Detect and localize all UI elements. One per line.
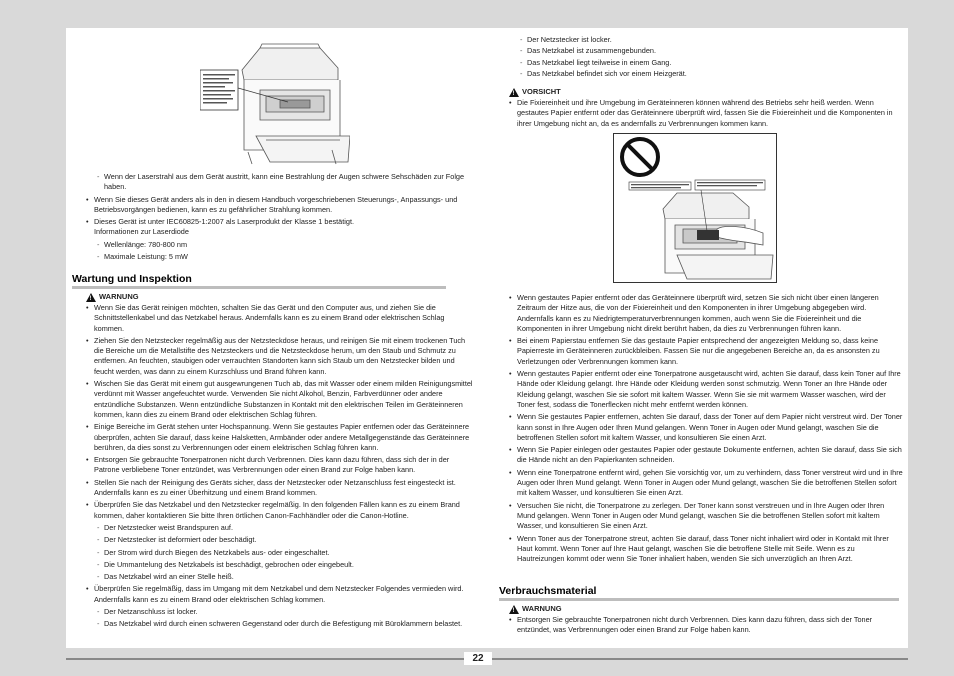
list-item: • Wischen Sie das Gerät mit einem gut ausgewrungenen Tuch ab, das mit Wasser oder einem milden Reinigungsmittel verdünnt mit Wasser angefeuchtet wurde. Verwenden Sie nicht Alkohol, Benzin, Farbverdünner oder andere entzündliche Substanzen. Wenn entzündliche Substanzen in Kontakt mit den elektrischen Teilen im Geräteinneren kommen, kann dies zu einem Brand oder elektrischen Schlag führen. — [80, 379, 476, 420]
list-item: • Entsorgen Sie gebrauchte Tonerpatronen nicht durch Verbrennen. Dies kann dazu führen, dass sich der Toner entzündet, was Verbrennungen oder einen Brand zur Folge haben kann. — [503, 615, 903, 636]
printer-laser-illustration — [200, 40, 350, 166]
list-item: • Stellen Sie nach der Reinigung des Geräts sicher, dass der Netzstecker oder Netzanschluss fest eingesteckt ist. Andernfalls kann es zu einer Überhitzung und einem Brand kommen. — [80, 478, 476, 499]
list-item: Informationen zur Laserdiode — [94, 227, 189, 237]
list-item: - Das Netzkabel wird an einer Stelle heiß. — [80, 572, 476, 582]
page-number: 22 — [464, 652, 492, 665]
list-item: - Der Netzstecker ist deformiert oder beschädigt. — [80, 535, 476, 545]
list-item: • Wenn Sie das Gerät reinigen möchten, schalten Sie das Gerät und den Computer aus, und ziehen Sie die Schnittstellenkabel und das Netzkabel heraus. Andernfalls kann es zu einem Brand oder elektrischen Schlag kommen. — [80, 303, 476, 334]
list-item: • Bei einem Papierstau entfernen Sie das gestaute Papier entsprechend der angezeigten Meldung so, dass keine Papierreste im Geräteinneren zurückbleiben. Fassen Sie nur die angegebenen Bereiche an, da es ansonsten zu Verletzungen oder Verbrennungen kommen kann. — [503, 336, 903, 367]
warning-triangle-icon — [509, 605, 519, 614]
list-item: - Maximale Leistung: 5 mW — [80, 252, 476, 262]
warning-triangle-icon — [86, 293, 96, 302]
warning-label: ! WARNUNG — [507, 604, 562, 614]
list-item: - Das Netzkabel befindet sich vor einem Heizgerät. — [503, 69, 903, 79]
list-item: - Das Netzkabel ist zusammengebunden. — [503, 46, 903, 56]
list-item: • Überprüfen Sie regelmäßig, dass im Umgang mit dem Netzkabel und dem Netzstecker Folgendes vermieden wird. Andernfalls kann es zu einem Brand oder elektrischen Schlag kommen. — [80, 584, 476, 605]
caution-label: ! VORSICHT — [507, 87, 561, 97]
list-item: - Wellenlänge: 780-800 nm — [80, 240, 476, 250]
list-item: • Wenn gestautes Papier entfernt oder das Geräteinnere überprüft wird, setzen Sie sich nicht über einen längeren Zeitraum der Hitze aus, die von der Fixiereinheit und den Komponenten in ihrer Umgebung abgegeben wird. Andernfalls kann es zu Niedrigtemperaturverbrennungen kommen, auch wenn Sie die Fixiereinheit und die Komponenten in ihrer Umgebung nicht direkt berührt haben, da dies zu Verbrennungen führen kann. — [503, 293, 903, 334]
section-heading: Verbrauchsmaterial — [499, 585, 899, 601]
list-item: • Überprüfen Sie das Netzkabel und den Netzstecker regelmäßig. In den folgenden Fällen kann es zu einem Brand kommen, daher kontaktieren Sie bitte Ihren örtlichen Canon-Fachhändler oder die Canon-Hotline. — [80, 500, 476, 521]
prohibited-illustration — [613, 133, 777, 283]
list-item: • Versuchen Sie nicht, die Tonerpatrone zu zerlegen. Der Toner kann sonst verstreuen und in Ihre Augen oder Ihren Mund gelangen. Wenn Toner in Augen oder Mund gelangt, waschen Sie die betroffenen Stellen sofort mit kaltem Wasser, und konsultieren Sie einen Arzt. — [503, 501, 903, 532]
section-heading: Wartung und Inspektion — [72, 273, 446, 289]
caution-list — [503, 293, 903, 566]
list-item: • Einige Bereiche im Gerät stehen unter Hochspannung. Wenn Sie gestautes Papier entfernen oder das Geräteinnere überprüfen, achten Sie darauf, dass keine Halsketten, Armbänder oder andere Metallgegenstände das Geräteinnere berühren, da dies sonst zu Verbrennungen oder einem elektrischen Schlag führen kann. — [80, 422, 476, 453]
list-item: • Wenn Sie Papier einlegen oder gestautes Papier oder gestaute Dokumente entfernen, achten Sie darauf, dass Sie sich die Hände nicht an den Papierkanten schneiden. — [503, 445, 903, 466]
warning-list — [80, 303, 476, 632]
list-item: - Das Netzkabel wird durch einen schweren Gegenstand oder durch die Befestigung mit Büroklammern belastet. — [80, 619, 476, 629]
list-item: • Wenn eine Tonerpatrone entfernt wird, gehen Sie vorsichtig vor, um zu verhindern, dass Toner verstreut wird und in Ihre Augen oder Ihren Mund gelangt. Wenn Toner in Augen oder Mund gelangt, waschen Sie die betroffenen Stellen sofort mit kaltem Wasser, und konsultieren Sie einen Arzt. — [503, 468, 903, 499]
list-item: • Dieses Gerät ist unter IEC60825-1:2007 als Laserprodukt der Klasse 1 bestätigt. — [80, 217, 476, 227]
list-item: - Das Netzkabel liegt teilweise in einem Gang. — [503, 58, 903, 68]
list-item: • Wenn Sie dieses Gerät anders als in den in diesem Handbuch vorgeschriebenen Steuerungs-, Anpassungs- und Betriebsvorgängen bedienen, kann es zu gefährlicher Strahlung kommen. — [80, 195, 476, 216]
list-item: - Der Netzanschluss ist locker. — [80, 607, 476, 617]
list-item: - Wenn der Laserstrahl aus dem Gerät austritt, kann eine Bestrahlung der Augen schwere Sehschäden zur Folge haben. — [80, 172, 476, 193]
list-item: • Ziehen Sie den Netzstecker regelmäßig aus der Netzsteckdose heraus, und reinigen Sie mit einem trockenen Tuch die Bereiche um die Metallstifte des Netzsteckers und die Netzsteckdose herum, um den Staub und Schmutz zu entfernen. An feuchten, staubigen oder verrauchten Standorten kann sich Staub um den Netzstecker bilden und feucht werden, was dann zu einem Kurzschluss und Brand führen kann. — [80, 336, 476, 377]
warning-triangle-icon — [509, 88, 519, 97]
list-item: • Die Fixiereinheit und ihre Umgebung im Geräteinneren können während des Betriebs sehr heiß werden. Wenn gestautes Papier entfernt oder das Geräteinnere überprüft wird, fassen Sie die Fixiereinheit und die Komponenten in ihrer Umgebung nicht an, da es andernfalls zu Verbrennungen kommen kann. — [503, 98, 903, 129]
warning-label: ! WARNUNG — [84, 292, 139, 302]
list-item: • Wenn Toner aus der Tonerpatrone streut, achten Sie darauf, dass Toner nicht inhaliert wird oder in Kontakt mit Ihrer Haut kommt. Wenn Toner auf Ihre Haut gelangt, waschen Sie die betroffene Stelle mit Seife. Wenn es zu Hautreizungen kommt oder wenn Sie Toner inhaliert haben, wenden Sie sich unverzüglich an Ihren Arzt. — [503, 534, 903, 565]
list-item: • Entsorgen Sie gebrauchte Tonerpatronen nicht durch Verbrennen. Dies kann dazu führen, dass sich der in der Patrone verbliebene Toner entzündet, was Verbrennungen oder einen Brand zur Folge haben kann. — [80, 455, 476, 476]
list-item: - Die Ummantelung des Netzkabels ist beschädigt, gebrochen oder eingebeult. — [80, 560, 476, 570]
list-item: • Wenn Sie gestautes Papier entfernen, achten Sie darauf, dass der Toner auf dem Papier nicht verstreut wird. Der Toner kann sonst in Ihre Augen oder Ihren Mund gelangen. Wenn Toner in Augen oder Mund gelangt, waschen Sie die betroffenen Stellen sofort mit kaltem Wasser, und konsultieren Sie einen Arzt. — [503, 412, 903, 443]
list-item: • Wenn gestautes Papier entfernt oder eine Tonerpatrone ausgetauscht wird, achten Sie darauf, dass kein Toner auf Ihre Hände oder Kleidung gelangt. Ihre Hände oder Kleidung werden sonst schmutzig. Wenn Toner an Ihre Hände oder Kleidung gelangt, waschen Sie sie sofort mit kaltem Wasser. Wenn Sie sie mit warmem Wasser waschen, wird der Toner fest, sodass die Tonerflecken nicht mehr entfernt werden können. — [503, 369, 903, 410]
list-item: - Der Netzstecker weist Brandspuren auf. — [80, 523, 476, 533]
list-item: - Der Netzstecker ist locker. — [503, 35, 903, 45]
list-item: - Der Strom wird durch Biegen des Netzkabels aus- oder eingeschaltet. — [80, 548, 476, 558]
